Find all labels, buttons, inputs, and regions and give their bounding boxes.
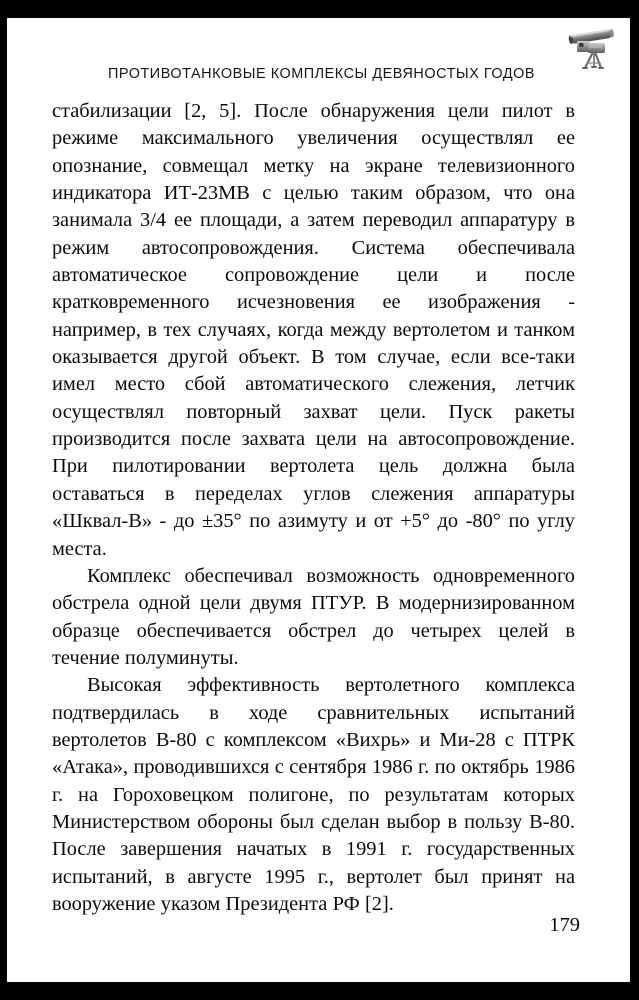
paragraph: стабилизации [2, 5]. После обнаружения цели пилот в режиме максимального увеличения осуществлял ее опознание, совмещал метку на экране телевизионного индикатора ИТ-23МВ с целью таким образом, что она занимала 3/4 ее площади, а затем переводил аппаратуру в режим автосопровождения. Система обеспечивала автоматическое сопровождение цели и после кратковременного исчезновения ее изображения - например, в тех случаях, когда между вертолетом и танком оказывается другой объект. В том случае, если все-таки имел место сбой автоматического слежения, летчик осуществлял повторный захват цели. Пуск ракеты производится после захвата цели на автосопровождение. При пилотировании вертолета цель должна была оставаться в переделах углов слежения аппаратуры «Шквал-В» - до ±35° по азимуту и от +5° до -80° по углу места.: [52, 100, 575, 560]
paragraph: Комплекс обеспечивал возможность одновременного обстрела одной цели двумя ПТУР. В модернизированном образце обеспечивается обстрел до четырех целей в течение полуминуты.: [52, 564, 575, 669]
atgm-launcher-photo-icon: [563, 21, 619, 71]
running-head-title: ПРОТИВОТАНКОВЫЕ КОМПЛЕКСЫ ДЕВЯНОСТЫХ ГОДОВ: [108, 66, 536, 82]
page-sheet: [7, 18, 630, 982]
page-number: 179: [549, 914, 580, 936]
body-text-column: [52, 98, 575, 918]
paragraph: Высокая эффективность вертолетного комплекса подтвердилась в ходе сравнительных испытаний вертолетов В-80 с комплексом «Вихрь» и Ми-28 с ПТРК «Атака», проводившихся с сентября 1986 г. по октябрь 1986 г. на Гороховецком полигоне, по результатам которых Министерством обороны был сделан выбор в пользу В-80. После завершения начатых в 1991 г. государственных испытаний, в августе 1995 г., вертолет был принят на вооружение указом Президента РФ [2].: [52, 674, 575, 915]
running-head: [7, 66, 630, 92]
